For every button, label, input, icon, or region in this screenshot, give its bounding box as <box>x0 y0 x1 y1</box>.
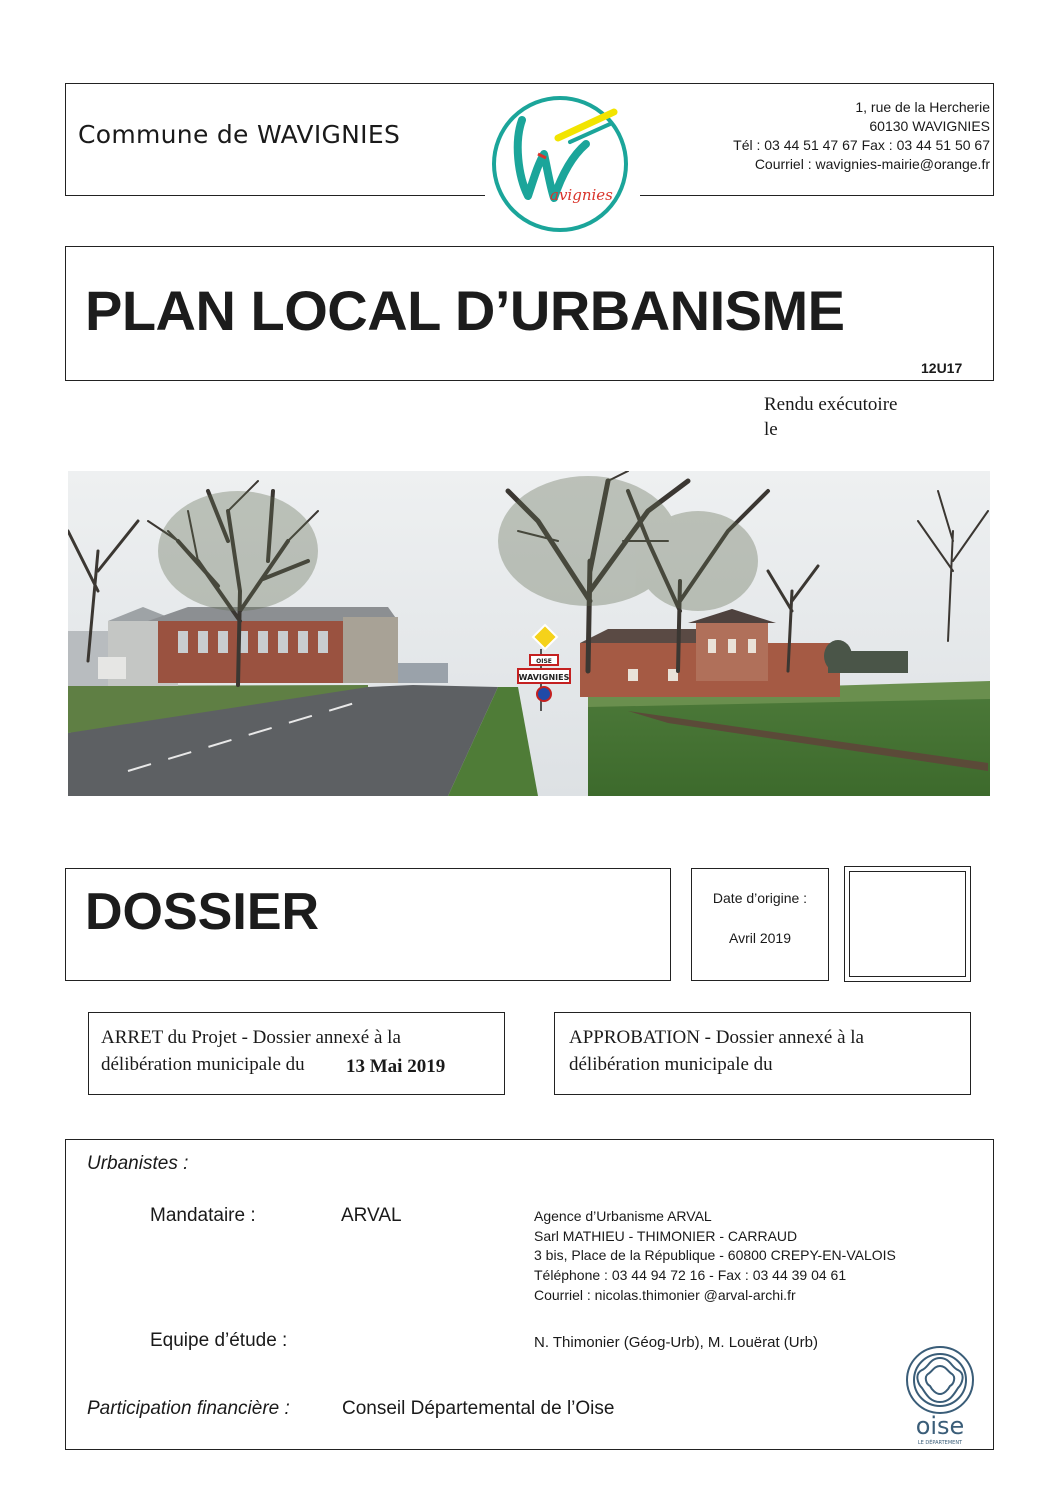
arret-line: délibération municipale du <box>101 1054 305 1075</box>
arret-date: 13 Mai 2019 <box>346 1056 446 1077</box>
mairie-address <box>733 98 990 174</box>
agency-line: 3 bis, Place de la République - 60800 CREPY-EN-VALOIS <box>534 1247 896 1263</box>
oise-departement-logo <box>900 1344 980 1446</box>
participation-label: Participation financière : <box>87 1398 290 1419</box>
mandataire-label: Mandataire : <box>150 1205 256 1226</box>
equipe-label: Equipe d’étude : <box>150 1330 288 1351</box>
executoire-line: le <box>764 419 778 440</box>
approbation-line: APPROBATION - Dossier annexé à la <box>569 1027 864 1048</box>
dossier-label: DOSSIER <box>85 883 320 941</box>
header-rule-right <box>640 195 994 196</box>
date-origin-value: Avril 2019 <box>728 930 791 946</box>
address-line: 60130 WAVIGNIES <box>869 118 990 134</box>
agency-details <box>534 1207 896 1285</box>
agency-line: Sarl MATHIEU - THIMONIER - CARRAUD <box>534 1227 798 1244</box>
arret-line: ARRET du Projet - Dossier annexé à la <box>101 1027 401 1048</box>
oise-logo-text: oise <box>915 1412 965 1440</box>
header-rule-left <box>65 195 485 196</box>
reference-code: 12U17 <box>921 360 963 376</box>
photo-sign-text: WAVIGNIES <box>518 673 570 682</box>
agency-line: Agence d’Urbanisme ARVAL <box>534 1208 712 1224</box>
address-line: Courriel : wavignies-mairie@orange.fr <box>754 156 990 172</box>
executoire-note <box>764 392 897 442</box>
agency-email: Courriel : nicolas.thimonier @arval-archi.fr <box>534 1287 796 1303</box>
commune-name: Commune de WAVIGNIES <box>78 120 401 149</box>
executoire-line: Rendu exécutoire <box>764 394 898 415</box>
participation-value: Conseil Départemental de l’Oise <box>342 1398 615 1419</box>
equipe-value: N. Thimonier (Géog-Urb), M. Louërat (Urb) <box>534 1334 818 1351</box>
urbanistes-label: Urbanistes : <box>87 1153 189 1174</box>
approbation-line: délibération municipale du <box>569 1054 773 1075</box>
agency-line: Téléphone : 03 44 94 72 16 - Fax : 03 44 39 04 61 <box>534 1266 847 1283</box>
panorama-photo <box>68 471 990 796</box>
oise-logo-subtext: LE DÉPARTEMENT <box>917 1440 963 1446</box>
mandataire-value: ARVAL <box>341 1205 402 1226</box>
wavignies-logo <box>488 92 632 236</box>
address-line: Tél : 03 44 51 47 67 Fax : 03 44 51 50 67 <box>733 137 990 153</box>
date-origin-label: Date d’origine : <box>712 890 808 906</box>
logo-text: avignies <box>550 186 613 204</box>
address-line: 1, rue de la Hercherie <box>855 99 990 115</box>
date-box <box>691 868 829 981</box>
document-title: PLAN LOCAL D’URBANISME <box>85 279 845 342</box>
stamp-box-inner <box>849 871 966 977</box>
photo-sign-top-text: OISE <box>536 658 552 665</box>
